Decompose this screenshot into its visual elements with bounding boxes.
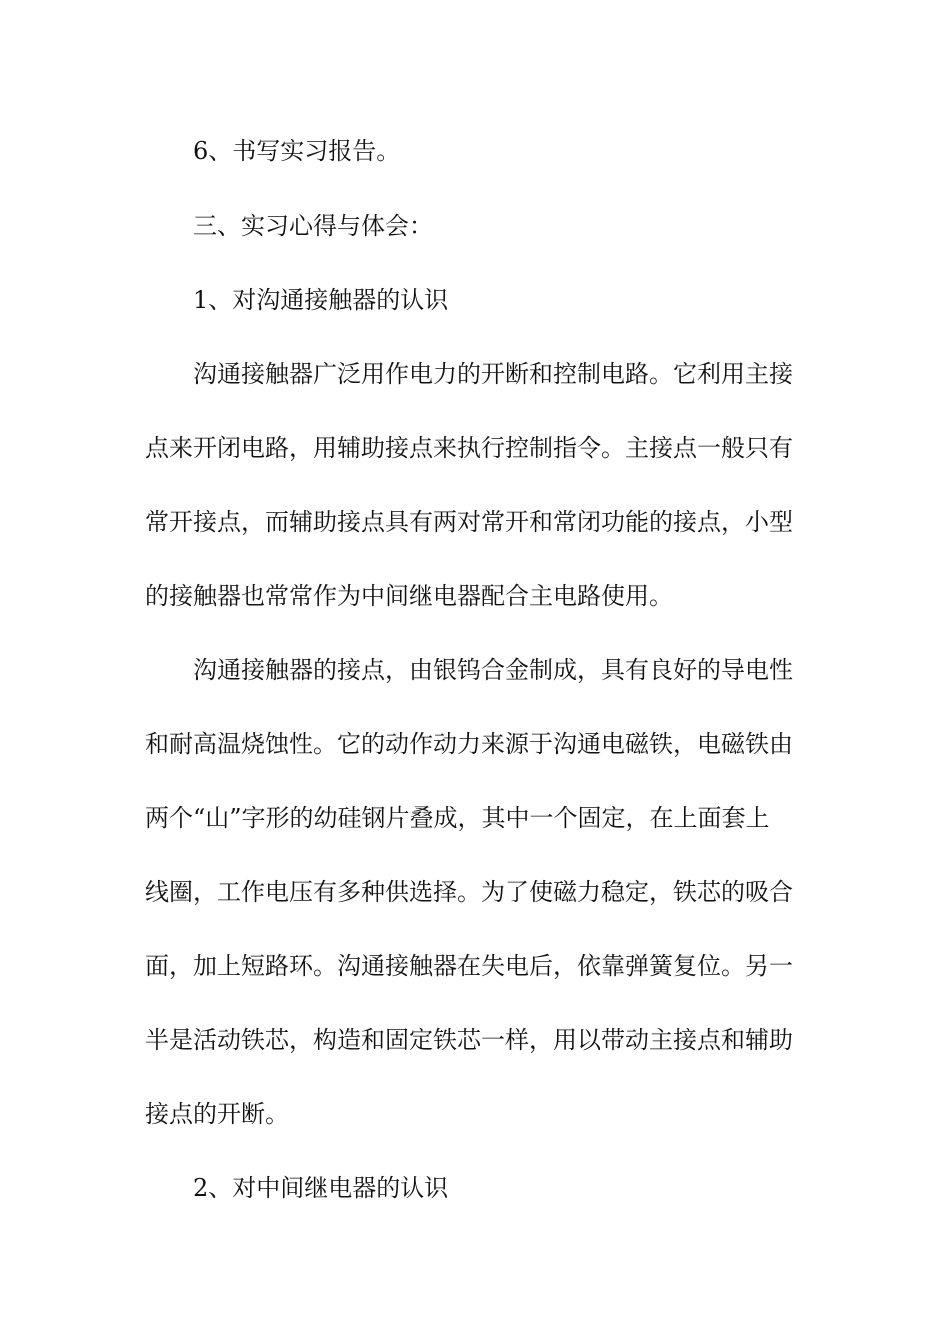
paragraph-line: 点来开闭电路，用辅助接点来执行控制指令。主接点一般只有 [145,434,793,462]
section-heading-experience: 三、实习心得与体会： [193,212,433,240]
paragraph-line: 两个“山”字形的幼硅钢片叠成，其中一个固定，在上面套上 [145,804,770,832]
paragraph-line: 的接触器也常常作为中间继电器配合主电路使用。 [145,582,673,610]
paragraph-line: 面，加上短路环。沟通接触器在失电后，依靠弹簧复位。另一 [145,952,793,980]
subheading-contactor: 1、对沟通接触器的认识 [193,286,449,314]
paragraph-line: 接点的开断。 [145,1100,289,1128]
paragraph-line: 和耐高温烧蚀性。它的动作动力来源于沟通电磁铁，电磁铁由 [145,730,793,758]
paragraph-line: 常开接点，而辅助接点具有两对常开和常闭功能的接点，小型 [145,508,793,536]
paragraph-line: 线圈，工作电压有多种供选择。为了使磁力稳定，铁芯的吸合 [145,878,793,906]
paragraph-line: 沟通接触器的接点，由银钨合金制成，具有良好的导电性 [193,656,793,684]
paragraph-line: 半是活动铁芯，构造和固定铁芯一样，用以带动主接点和辅助 [145,1026,793,1054]
list-item-write-report: 6、书写实习报告。 [193,137,401,165]
paragraph-line: 沟通接触器广泛用作电力的开断和控制电路。它利用主接 [193,360,793,388]
subheading-relay: 2、对中间继电器的认识 [193,1174,449,1202]
